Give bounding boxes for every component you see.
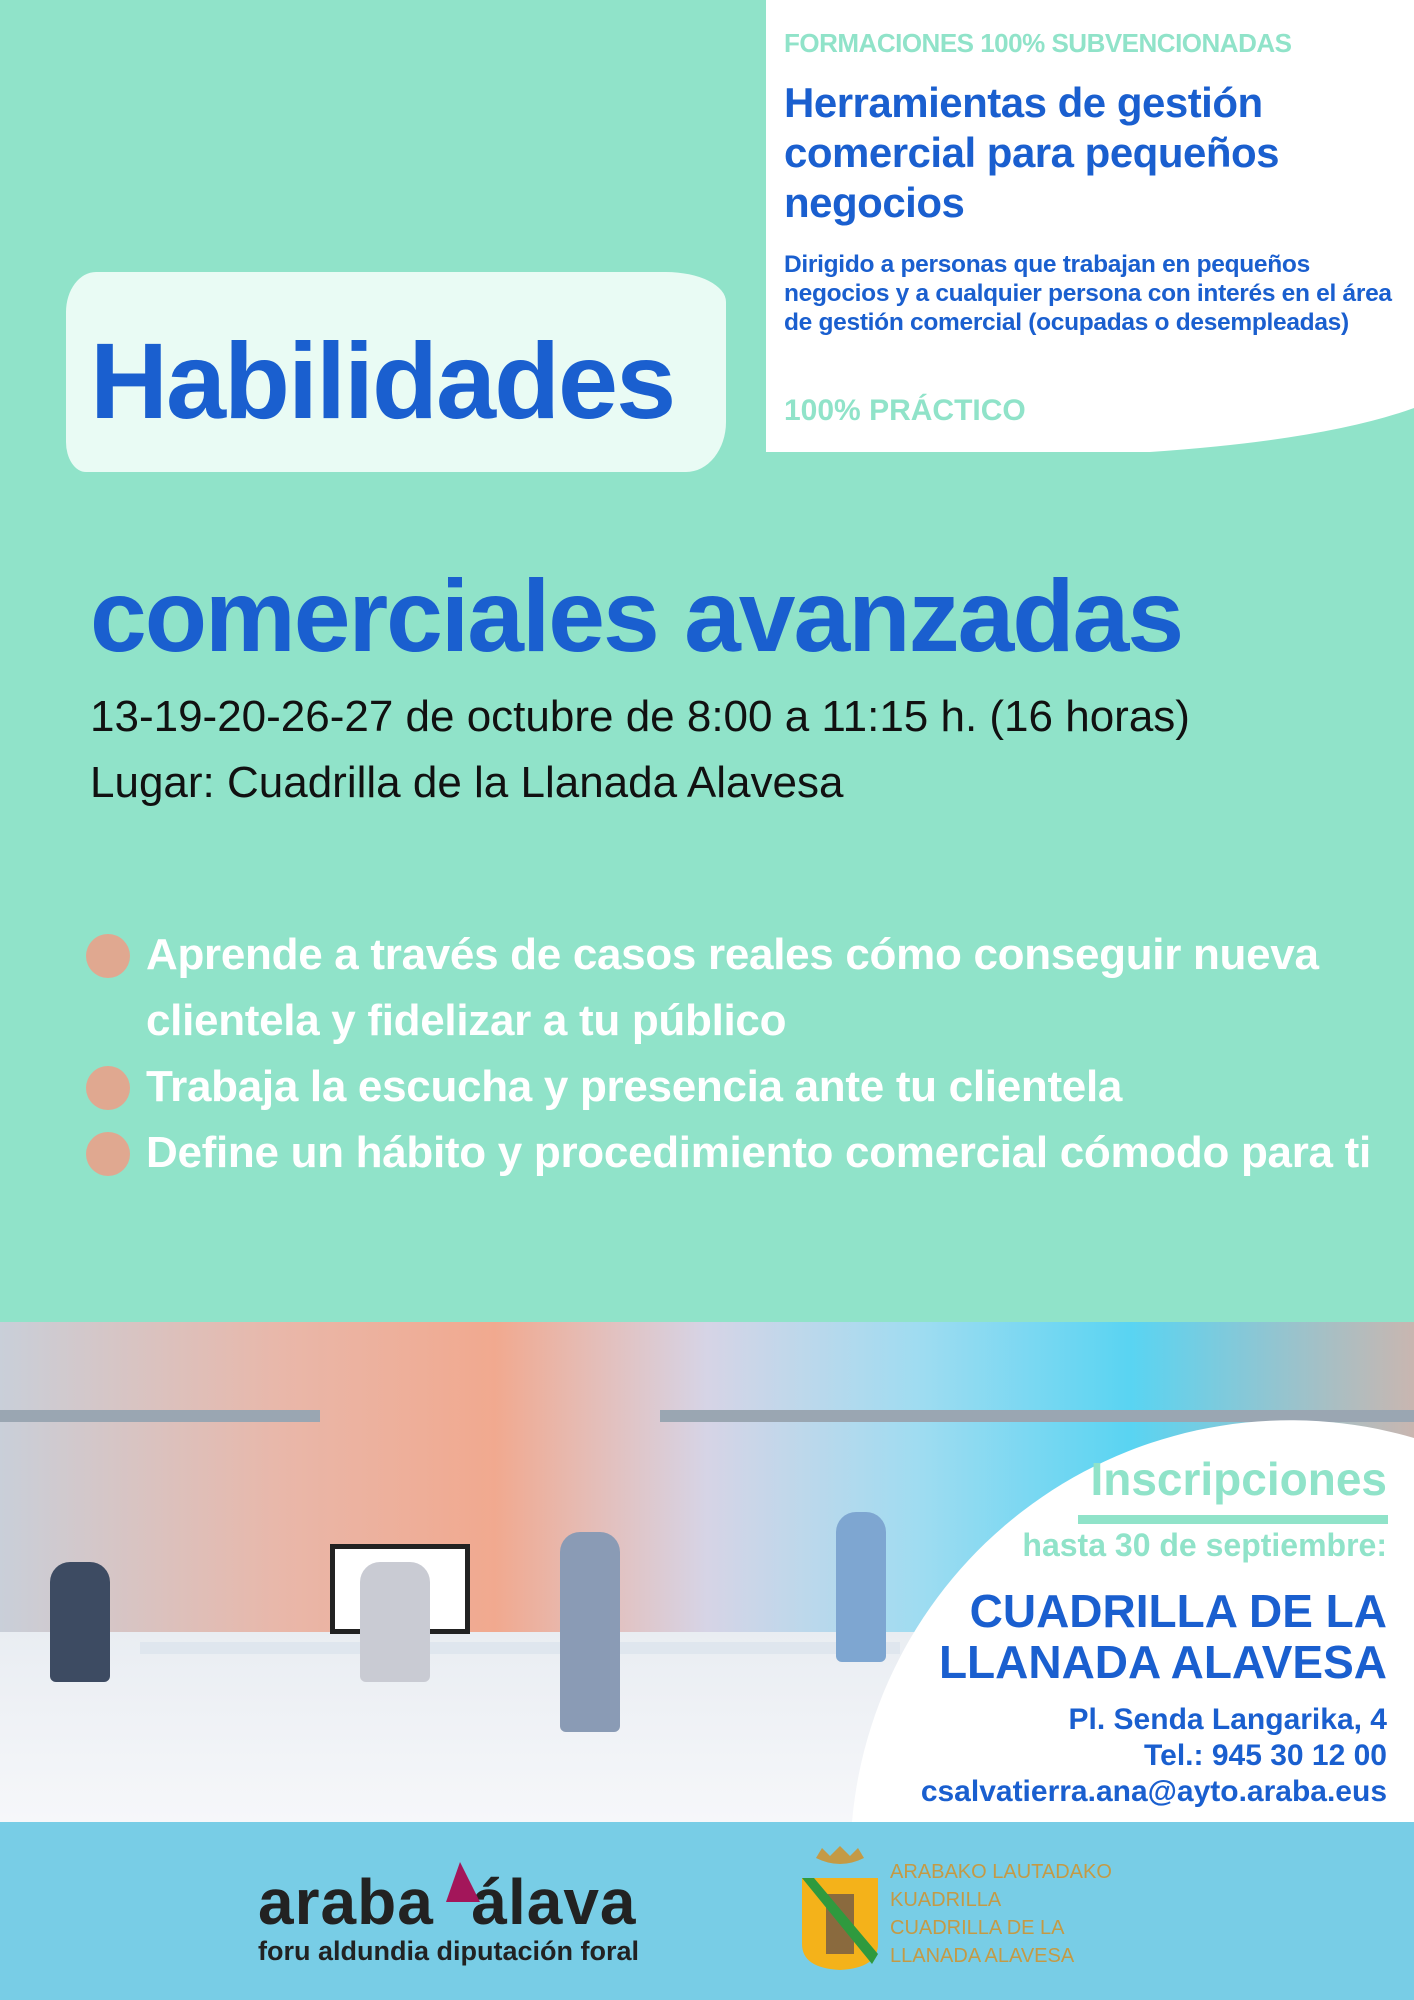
bullet-dot-icon <box>86 1066 130 1110</box>
phone[interactable]: Tel.: 945 30 12 00 <box>1144 1739 1387 1772</box>
cuadrilla-shield-icon <box>800 1844 880 1972</box>
list-item: Trabaja la escucha y presencia ante tu clientela <box>86 1054 1386 1120</box>
divider <box>1078 1515 1388 1524</box>
practical-label: 100% PRÁCTICO <box>784 394 1026 427</box>
schedule: 13-19-20-26-27 de octubre de 8:00 a 11:15 h. (16 horas) <box>90 692 1190 741</box>
kicker: FORMACIONES 100% SUBVENCIONADAS <box>784 28 1292 58</box>
araba-alava-logo: araba álava <box>258 1866 637 1938</box>
registration-heading: Inscripciones <box>1090 1453 1387 1505</box>
target-audience: Dirigido a personas que trabajan en pequeños negocios y a cualquier persona con interés en el área de gestión comercial (ocupadas o desempleadas) <box>784 251 1392 336</box>
footer <box>0 1822 1414 2000</box>
title-line1: Habilidades <box>90 320 675 441</box>
list-item: Define un hábito y procedimiento comercial cómodo para ti <box>86 1120 1386 1186</box>
contact-info <box>921 1702 1387 1810</box>
bullet-dot-icon <box>86 1132 130 1176</box>
bullet-dot-icon <box>86 934 130 978</box>
title-line2: comerciales avanzadas <box>90 559 1183 673</box>
course-title: Herramientas de gestión comercial para pequeños negocios <box>784 79 1280 226</box>
location: Lugar: Cuadrilla de la Llanada Alavesa <box>90 758 844 807</box>
araba-subtitle: foru aldundia diputación foral <box>258 1936 639 1966</box>
bullet-list <box>86 922 1386 1186</box>
registration-deadline: hasta 30 de septiembre: <box>1022 1527 1387 1563</box>
address: Pl. Senda Langarika, 4 <box>1068 1703 1387 1736</box>
email-link[interactable]: csalvatierra.ana@ayto.araba.eus <box>920 1775 1387 1808</box>
araba-flag-icon <box>446 1862 480 1902</box>
list-item: Aprende a través de casos reales cómo conseguir nueva clientela y fidelizar a tu público <box>86 922 1386 1054</box>
cuadrilla-logo-text: ARABAKO LAUTADAKO KUADRILLA CUADRILLA DE LA LLANADA ALAVESA <box>890 1861 1112 1967</box>
organization: CUADRILLA DE LA LLANADA ALAVESA <box>938 1585 1387 1688</box>
